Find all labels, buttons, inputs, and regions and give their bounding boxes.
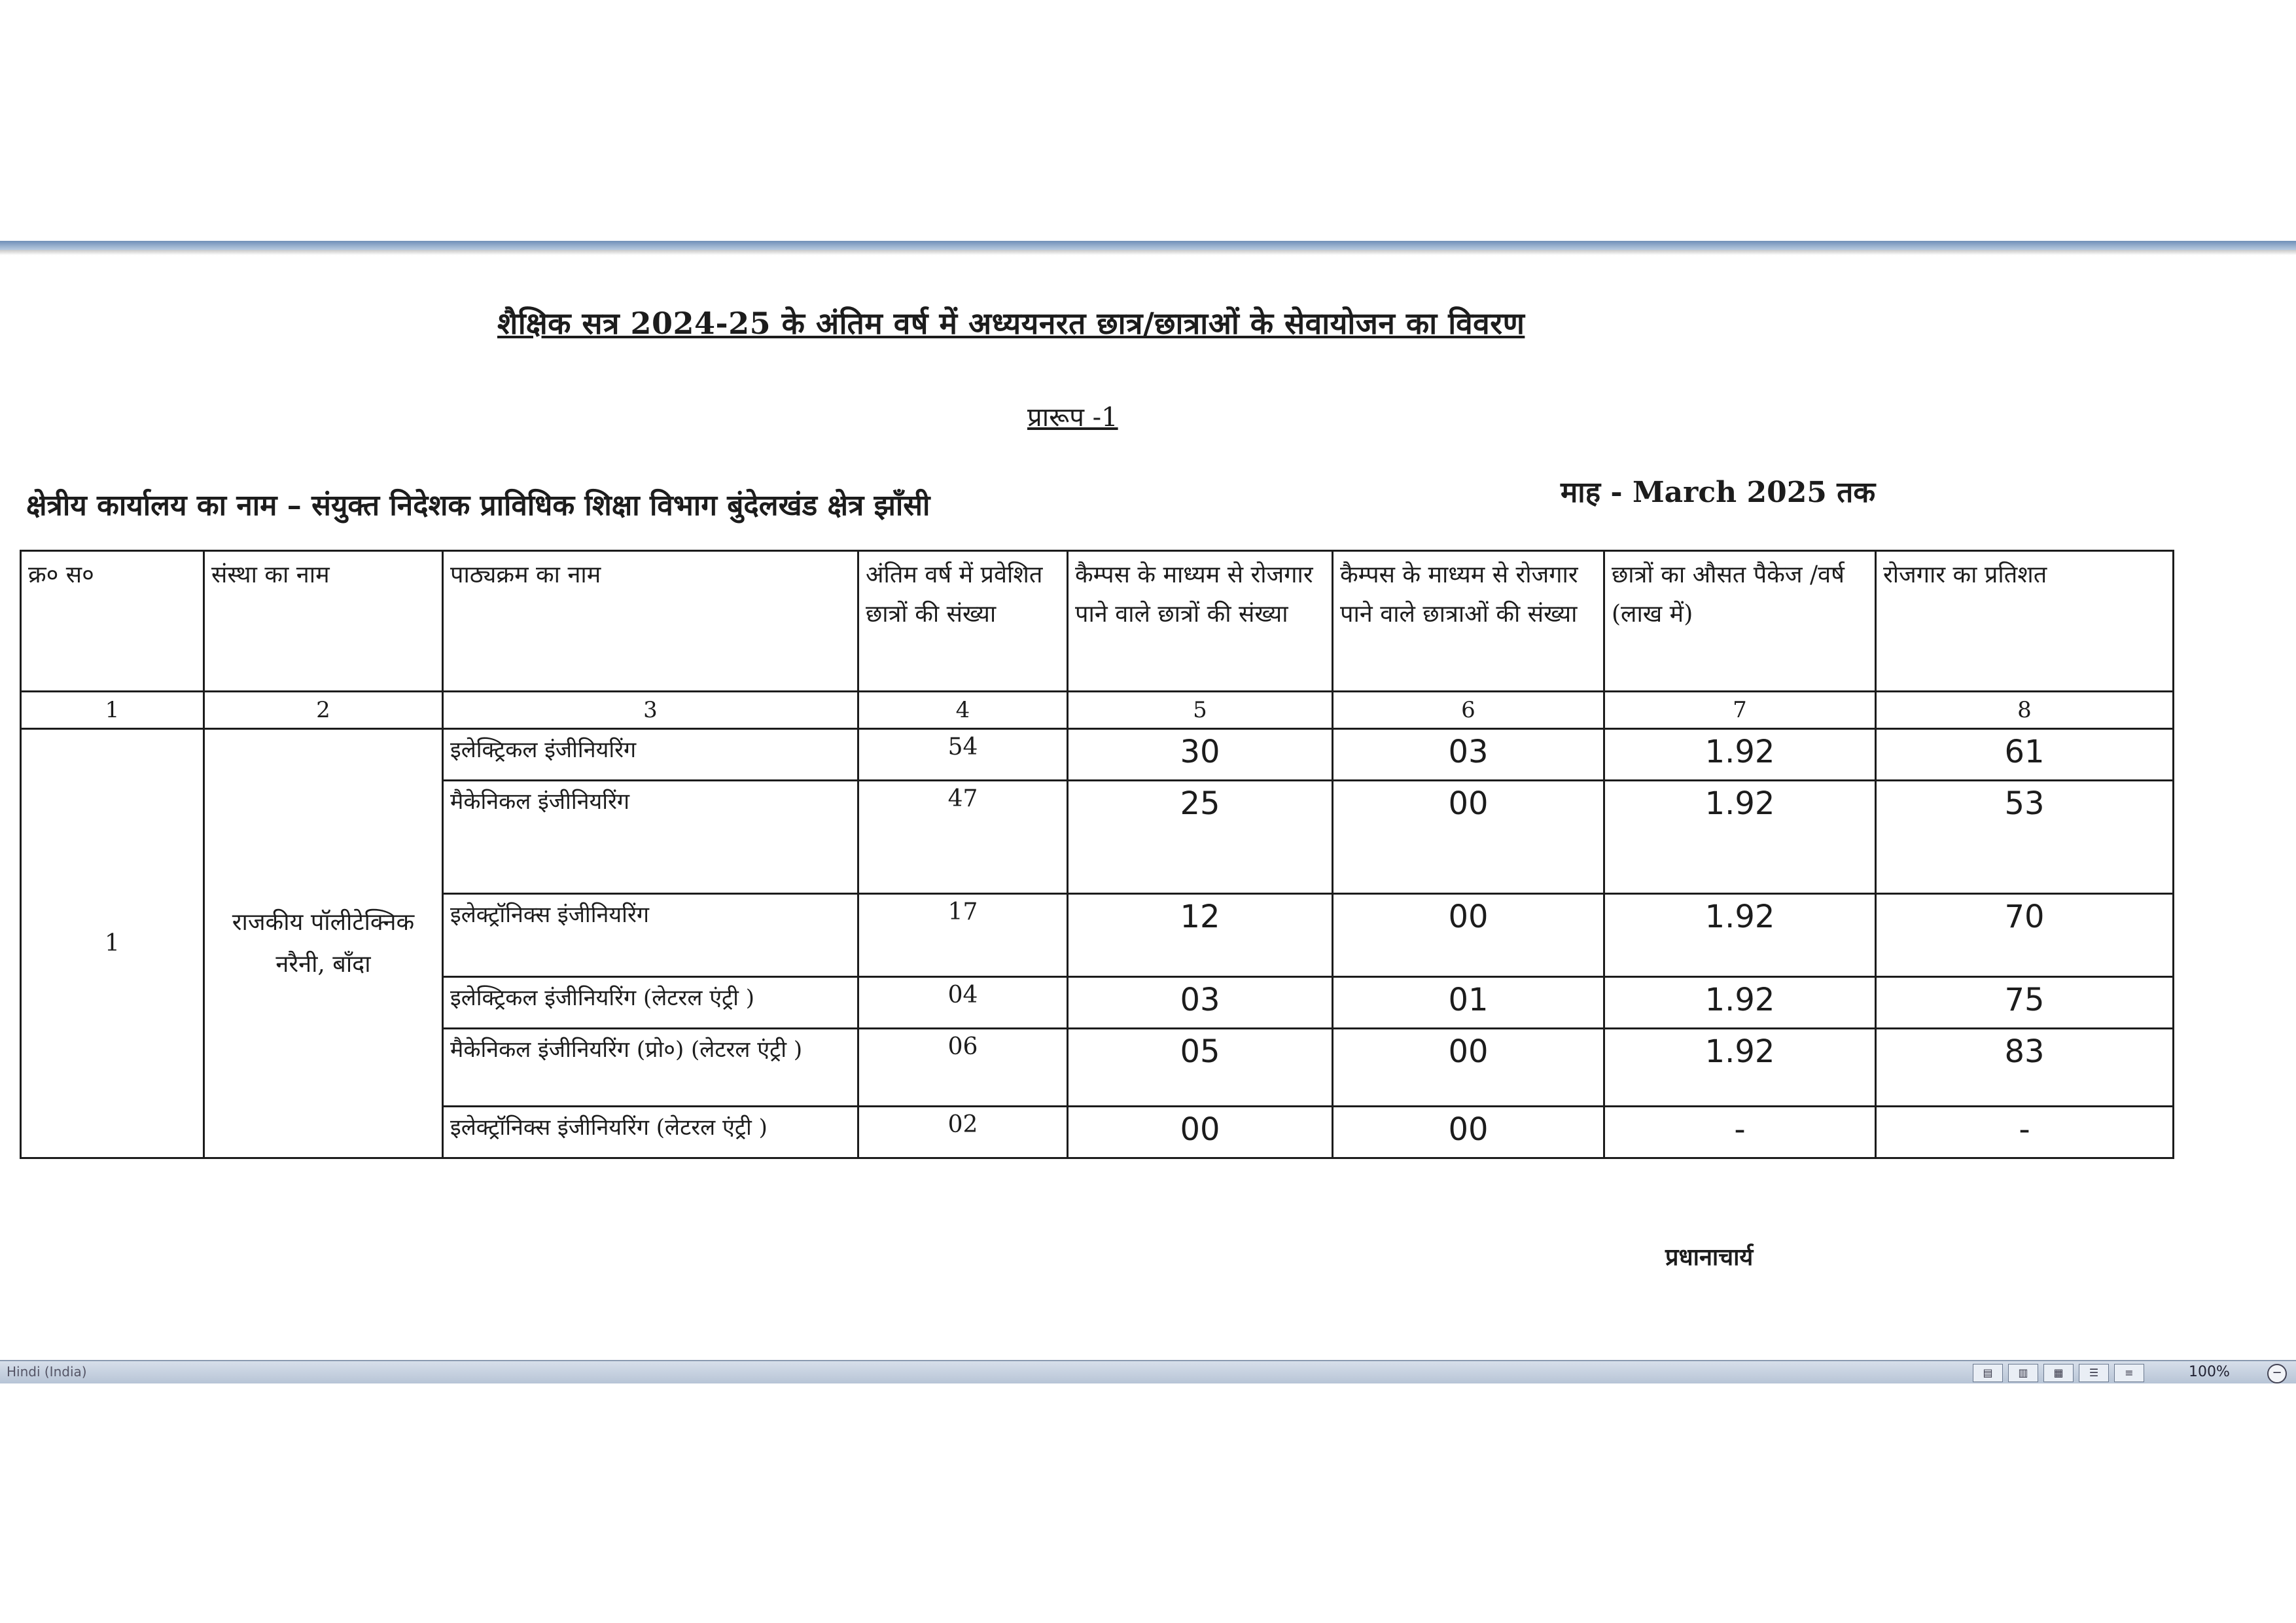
boys-placed-count: 00 bbox=[1068, 1107, 1333, 1158]
screen-top-edge bbox=[0, 241, 2296, 250]
office-name: क्षेत्रीय कार्यालय का नाम – संयुक्त निदेशक प्राविधिक शिक्षा विभाग बुंदेलखंड क्षेत्र झाँसी bbox=[26, 489, 930, 522]
column-number: 8 bbox=[1876, 692, 2174, 729]
header-avg-package: छात्रों का औसत पैकेज /वर्ष (लाख में) bbox=[1604, 551, 1876, 692]
header-institution: संस्था का नाम bbox=[204, 551, 443, 692]
full-screen-reading-view-icon[interactable]: ▥ bbox=[2008, 1364, 2038, 1382]
boys-placed-count: 05 bbox=[1068, 1029, 1333, 1107]
avg-package: - bbox=[1604, 1107, 1876, 1158]
girls-placed-count: 03 bbox=[1333, 729, 1604, 781]
header-admitted: अंतिम वर्ष में प्रवेशित छात्रों की संख्या bbox=[858, 551, 1068, 692]
girls-placed-count: 00 bbox=[1333, 894, 1604, 977]
column-number: 2 bbox=[204, 692, 443, 729]
avg-package: 1.92 bbox=[1604, 977, 1876, 1029]
boys-placed-count: 12 bbox=[1068, 894, 1333, 977]
course-name: मैकेनिकल इंजीनियरिंग bbox=[443, 781, 858, 894]
placement-percent: 53 bbox=[1876, 781, 2174, 894]
column-number: 5 bbox=[1068, 692, 1333, 729]
header-row bbox=[21, 551, 2174, 692]
admitted-count: 02 bbox=[858, 1107, 1068, 1158]
avg-package: 1.92 bbox=[1604, 1029, 1876, 1107]
boys-placed-count: 03 bbox=[1068, 977, 1333, 1029]
column-number: 4 bbox=[858, 692, 1068, 729]
view-buttons bbox=[1973, 1364, 2144, 1382]
header-percent: रोजगार का प्रतिशत bbox=[1876, 551, 2174, 692]
column-number: 7 bbox=[1604, 692, 1876, 729]
admitted-count: 06 bbox=[858, 1029, 1068, 1107]
print-layout-view-icon[interactable]: ▤ bbox=[1973, 1364, 2003, 1382]
placement-percent: 75 bbox=[1876, 977, 2174, 1029]
avg-package: 1.92 bbox=[1604, 729, 1876, 781]
column-number-row bbox=[21, 692, 2174, 729]
girls-placed-count: 01 bbox=[1333, 977, 1604, 1029]
avg-package: 1.92 bbox=[1604, 781, 1876, 894]
course-name: मैकेनिकल इंजीनियरिंग (प्रो०) (लेटरल एंट्री ) bbox=[443, 1029, 858, 1107]
course-name: इलेक्ट्रिकल इंजीनियरिंग bbox=[443, 729, 858, 781]
admitted-count: 47 bbox=[858, 781, 1068, 894]
column-number: 3 bbox=[443, 692, 858, 729]
column-number: 1 bbox=[21, 692, 204, 729]
placement-percent: 61 bbox=[1876, 729, 2174, 781]
girls-placed-count: 00 bbox=[1333, 1107, 1604, 1158]
avg-package: 1.92 bbox=[1604, 894, 1876, 977]
placement-percent: - bbox=[1876, 1107, 2174, 1158]
web-layout-view-icon[interactable]: ▦ bbox=[2043, 1364, 2074, 1382]
zoom-level[interactable]: 100% bbox=[2189, 1364, 2230, 1380]
admitted-count: 04 bbox=[858, 977, 1068, 1029]
header-course: पाठ्यक्रम का नाम bbox=[443, 551, 858, 692]
status-bar bbox=[0, 1360, 2296, 1383]
placement-percent: 70 bbox=[1876, 894, 2174, 977]
draft-view-icon[interactable]: ≡ bbox=[2114, 1364, 2144, 1382]
zoom-out-button[interactable]: − bbox=[2267, 1364, 2287, 1383]
document-title: शैक्षिक सत्र 2024-25 के अंतिम वर्ष में अध्ययनरत छात्र/छात्राओं के सेवायोजन का विवरण bbox=[497, 306, 1525, 341]
screen-top-shadow bbox=[0, 250, 2296, 255]
month-label: माह - March 2025 तक bbox=[1561, 476, 1876, 509]
boys-placed-count: 30 bbox=[1068, 729, 1333, 781]
admitted-count: 17 bbox=[858, 894, 1068, 977]
principal-signature-label: प्रधानाचार्य bbox=[1665, 1243, 1754, 1271]
placement-percent: 83 bbox=[1876, 1029, 2174, 1107]
placement-table bbox=[20, 550, 2174, 1159]
language-indicator[interactable]: Hindi (India) bbox=[7, 1364, 87, 1380]
course-name: इलेक्ट्रिकल इंजीनियरिंग (लेटरल एंट्री ) bbox=[443, 977, 858, 1029]
course-name: इलेक्ट्रॉनिक्स इंजीनियरिंग (लेटरल एंट्री ) bbox=[443, 1107, 858, 1158]
outline-view-icon[interactable]: ☰ bbox=[2079, 1364, 2109, 1382]
column-number: 6 bbox=[1333, 692, 1604, 729]
girls-placed-count: 00 bbox=[1333, 1029, 1604, 1107]
header-boys-placed: कैम्पस के माध्यम से रोजगार पाने वाले छात्रों की संख्या bbox=[1068, 551, 1333, 692]
girls-placed-count: 00 bbox=[1333, 781, 1604, 894]
serial-number: 1 bbox=[21, 729, 204, 1158]
header-girls-placed: कैम्पस के माध्यम से रोजगार पाने वाले छात्राओं की संख्या bbox=[1333, 551, 1604, 692]
course-name: इलेक्ट्रॉनिक्स इंजीनियरिंग bbox=[443, 894, 858, 977]
table-row bbox=[21, 729, 2174, 781]
document-subtitle: प्रारूप -1 bbox=[1027, 402, 1118, 433]
header-serial: क्र० स० bbox=[21, 551, 204, 692]
institution-name: राजकीय पॉलीटेक्निक नरैनी, बाँदा bbox=[204, 729, 443, 1158]
admitted-count: 54 bbox=[858, 729, 1068, 781]
boys-placed-count: 25 bbox=[1068, 781, 1333, 894]
